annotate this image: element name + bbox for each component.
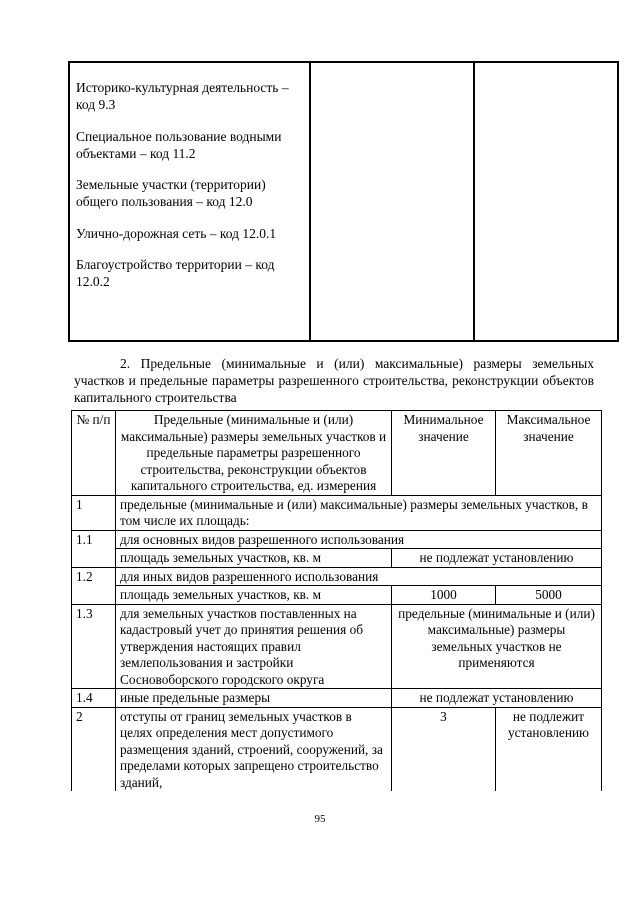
header-number: № п/п [72,411,116,496]
empty-cell-middle [310,62,474,341]
row-text: предельные (минимальные и (или) максимальные) размеры земельных участков, в том числе их площадь: [116,495,602,530]
row-text: отступы от границ земельных участков в целях определения мест допустимого размещения зданий, строений, сооружений, за пределами которых запрещено строительство зданий, [116,707,392,791]
use-item-11-2: Специальное пользование водными объектами – код 11.2 [76,128,282,161]
row-max-value: 5000 [496,586,602,605]
row-number: 1.2 [72,567,116,604]
section-heading: 2. Предельные (минимальные и (или) максимальные) размеры земельных участков и предельные параметры разрешенного строительства, реконструкции объектов капитального строительства [74,356,594,405]
row-text: для иных видов разрешенного использования [116,567,602,586]
use-item-9-3: Историко-культурная деятельность – код 9.3 [76,80,289,112]
uses-list-cell [69,62,310,341]
row-number: 1.4 [72,689,116,708]
table-row [72,549,602,568]
row-min-value: 1000 [392,586,496,605]
row-value: не подлежат установлению [392,549,602,568]
table-row [72,604,602,689]
use-item-12-0: Земельные участки (территории) общего пользования – код 12.0 [76,177,266,209]
row-number: 1 [72,495,116,530]
use-item-12-0-2: Благоустройство территории – код 12.0.2 [76,257,275,289]
header-min: Минимальное значение [392,411,496,496]
continued-uses-table [68,61,619,342]
table-row [72,689,602,708]
page-number: 95 [314,813,326,825]
table-row [72,586,602,605]
row-min-value: 3 [392,707,496,791]
row-text: иные предельные размеры [116,689,392,708]
table-row [72,707,602,791]
table-row [72,530,602,549]
table-row [72,495,602,530]
row-text: для земельных участков поставленных на кадастровый учет до принятия решения об утверждения настоящих правил землепользования и застройки Сосновоборского городского округа [116,604,392,689]
table-header-row [72,411,602,496]
row-text: для основных видов разрешенного использования [116,530,602,549]
row-number: 1.3 [72,604,116,689]
row-number: 2 [72,707,116,791]
table-row [72,567,602,586]
row-text: площадь земельных участков, кв. м [116,586,392,605]
row-text: площадь земельных участков, кв. м [116,549,392,568]
use-item-12-0-1: Улично-дорожная сеть – код 12.0.1 [76,225,277,241]
header-parameter: Предельные (минимальные и (или) максимальные) размеры земельных участков и предельные параметры разрешенного строительства, реконструкции объектов капитального строительства, ед. измерения [116,411,392,496]
empty-cell-right [474,62,618,341]
row-value: не подлежат установлению [392,689,602,708]
row-value: предельные (минимальные и (или) максимальные) размеры земельных участков не применяются [392,604,602,689]
row-number: 1.1 [72,530,116,567]
row-max-value: не подлежит установлению [496,707,602,791]
parameters-table [71,410,602,791]
header-max: Максимальное значение [496,411,602,496]
